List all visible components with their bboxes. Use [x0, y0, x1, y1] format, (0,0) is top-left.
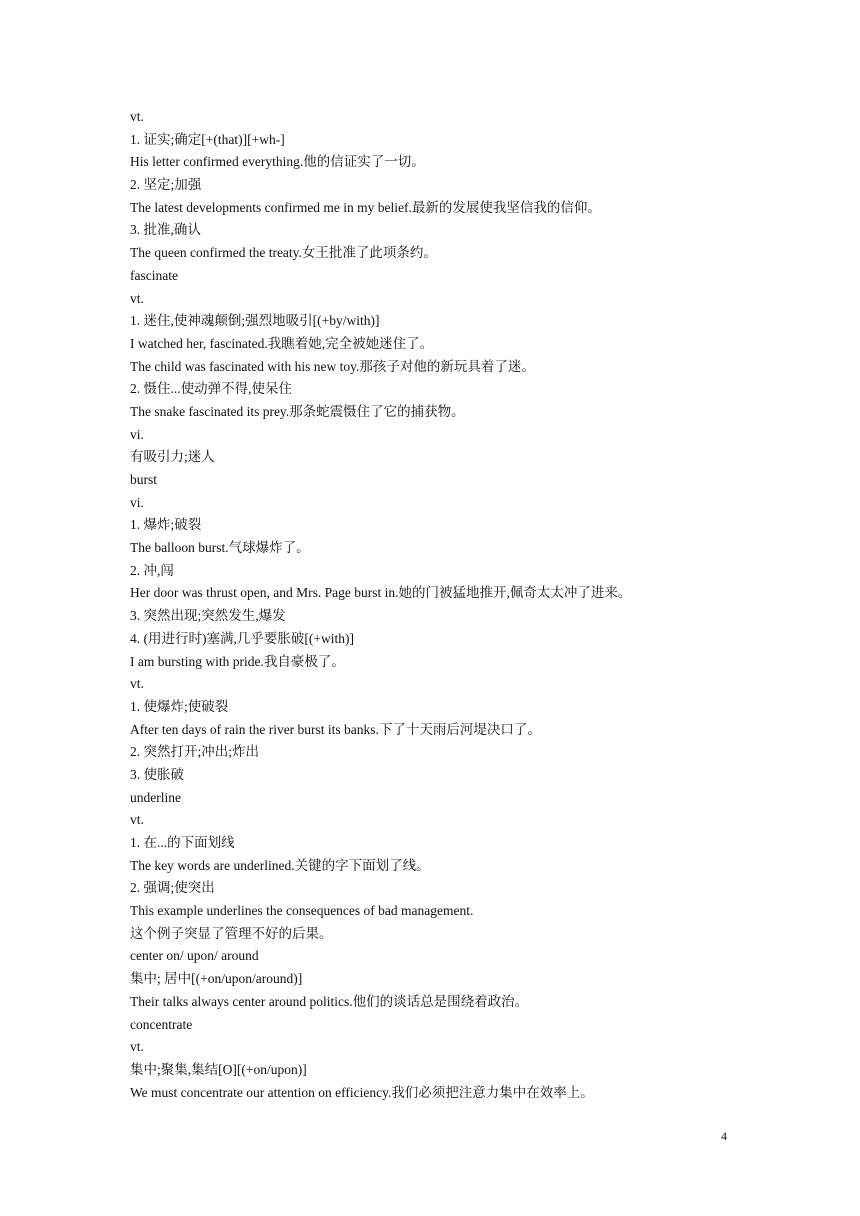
- text-line: We must concentrate our attention on efficiency.我们必须把注意力集中在效率上。: [130, 1084, 594, 1100]
- text-line: I watched her, fascinated.我瞧着她,完全被她迷住了。: [130, 335, 434, 351]
- headword: center on/ upon/ around: [130, 948, 259, 964]
- text-line: vt.: [130, 1039, 144, 1055]
- text-line: vi.: [130, 426, 144, 442]
- text-line: vt.: [130, 290, 144, 306]
- text-line: 3. 突然出现;突然发生,爆发: [130, 608, 286, 624]
- text-line: After ten days of rain the river burst its banks.下了十天雨后河堤决口了。: [130, 721, 541, 737]
- text-line: The balloon burst.气球爆炸了。: [130, 540, 310, 556]
- text-line: vt.: [130, 109, 144, 124]
- text-line: 2. 坚定;加强: [130, 177, 202, 193]
- text-line: The key words are underlined.关键的字下面划了线。: [130, 857, 430, 873]
- text-line: 3. 批准,确认: [130, 222, 201, 238]
- text-line: The queen confirmed the treaty.女王批准了此项条约。: [130, 245, 437, 261]
- text-line: Her door was thrust open, and Mrs. Page burst in.她的门被猛地推开,佩奇太太冲了进来。: [130, 585, 632, 601]
- text-line: 有吸引力;迷人: [130, 449, 215, 465]
- text-line: 1. 使爆炸;使破裂: [130, 698, 229, 714]
- text-line: 1. 在...的下面划线: [130, 835, 235, 850]
- text-line: 2. 突然打开;冲出;炸出: [130, 744, 260, 760]
- text-line: Their talks always center around politics.他们的谈话总是围绕着政治。: [130, 993, 529, 1009]
- text-line: vt.: [130, 676, 144, 692]
- text-line: I am bursting with pride.我自豪极了。: [130, 653, 345, 669]
- text-line: 2. 慑住...使动弹不得,使呆住: [130, 381, 292, 397]
- headword: concentrate: [130, 1016, 193, 1032]
- text-line: The snake fascinated its prey.那条蛇震慑住了它的捕获物。: [130, 403, 465, 419]
- document-body: [130, 106, 770, 1104]
- text-line: 4. (用进行时)塞满,几乎要胀破[(+with)]: [130, 630, 354, 646]
- text-line: 2. 冲,闯: [130, 562, 174, 578]
- text-line: 3. 使胀破: [130, 766, 184, 782]
- text-line: 1. 证实;确定[+(that)][+wh-]: [130, 131, 285, 147]
- headword: underline: [130, 789, 181, 805]
- headword: burst: [130, 472, 157, 487]
- text-line: This example underlines the consequences of bad management.: [130, 903, 474, 919]
- text-line: 这个例子突显了管理不好的后果。: [130, 925, 333, 941]
- text-line: vt.: [130, 812, 144, 828]
- text-line: 1. 迷住,使神魂颠倒;强烈地吸引[(+by/with)]: [130, 313, 380, 329]
- text-line: The child was fascinated with his new toy.那孩子对他的新玩具着了迷。: [130, 358, 535, 374]
- text-line: 集中; 居中[(+on/upon/around)]: [130, 971, 303, 987]
- headword: fascinate: [130, 267, 178, 283]
- text-line: 集中;聚集,集结[O][(+on/upon)]: [130, 1061, 307, 1077]
- text-line: vi.: [130, 494, 144, 510]
- text-line: His letter confirmed everything.他的信证实了一切。: [130, 154, 425, 170]
- text-line: 1. 爆炸;破裂: [130, 517, 202, 533]
- page-number: 4: [721, 1129, 727, 1143]
- text-line: 2. 强调;使突出: [130, 880, 215, 896]
- text-line: The latest developments confirmed me in my belief.最新的发展使我坚信我的信仰。: [130, 199, 601, 215]
